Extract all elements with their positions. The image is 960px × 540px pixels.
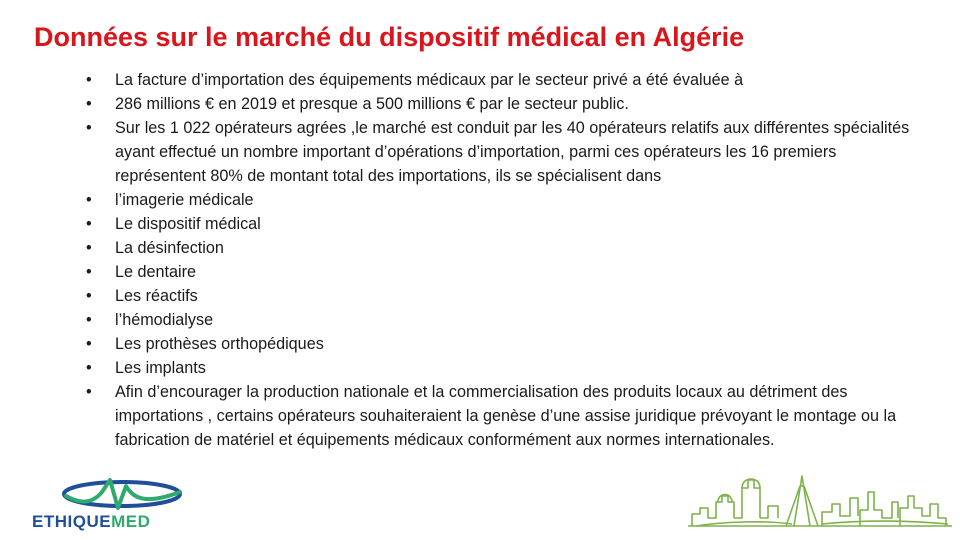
bullet-list bbox=[86, 68, 926, 452]
list-item: • Les implants bbox=[86, 356, 926, 380]
slide-title: Données sur le marché du dispositif médical en Algérie bbox=[34, 22, 745, 52]
logo-wordmark: ETHIQUEMED bbox=[32, 512, 151, 531]
list-item: • l’imagerie médicale bbox=[86, 188, 926, 212]
list-item: • Sur les 1 022 opérateurs agrées ,le marché est conduit par les 40 opérateurs relatifs aux différentes spécialités ayant effectué un nombre important d’opérations d’importation, parmi ces opérateurs les 16 premiers représentent 80% de montant total des importations, ils se spécialisent dans bbox=[86, 116, 926, 188]
list-item: • Le dentaire bbox=[86, 260, 926, 284]
list-item: • l’hémodialyse bbox=[86, 308, 926, 332]
list-item: • La facture d’importation des équipements médicaux par le secteur privé a été évaluée à bbox=[86, 68, 926, 92]
list-item: • Les réactifs bbox=[86, 284, 926, 308]
list-item: • Afin d’encourager la production nationale et la commercialisation des produits locaux au détriment des importations , certains opérateurs souhaiteraient la genèse d’une assise juridique prévoyant le montage ou la fabrication de matériel et équipements médicaux conformément aux normes internationales. bbox=[86, 380, 926, 452]
list-item: • 286 millions € en 2019 et presque a 500 millions € par le secteur public. bbox=[86, 92, 926, 116]
list-item: • Les prothèses orthopédiques bbox=[86, 332, 926, 356]
skyline-illustration-icon bbox=[682, 462, 960, 534]
list-item: • La désinfection bbox=[86, 236, 926, 260]
list-item: • Le dispositif médical bbox=[86, 212, 926, 236]
